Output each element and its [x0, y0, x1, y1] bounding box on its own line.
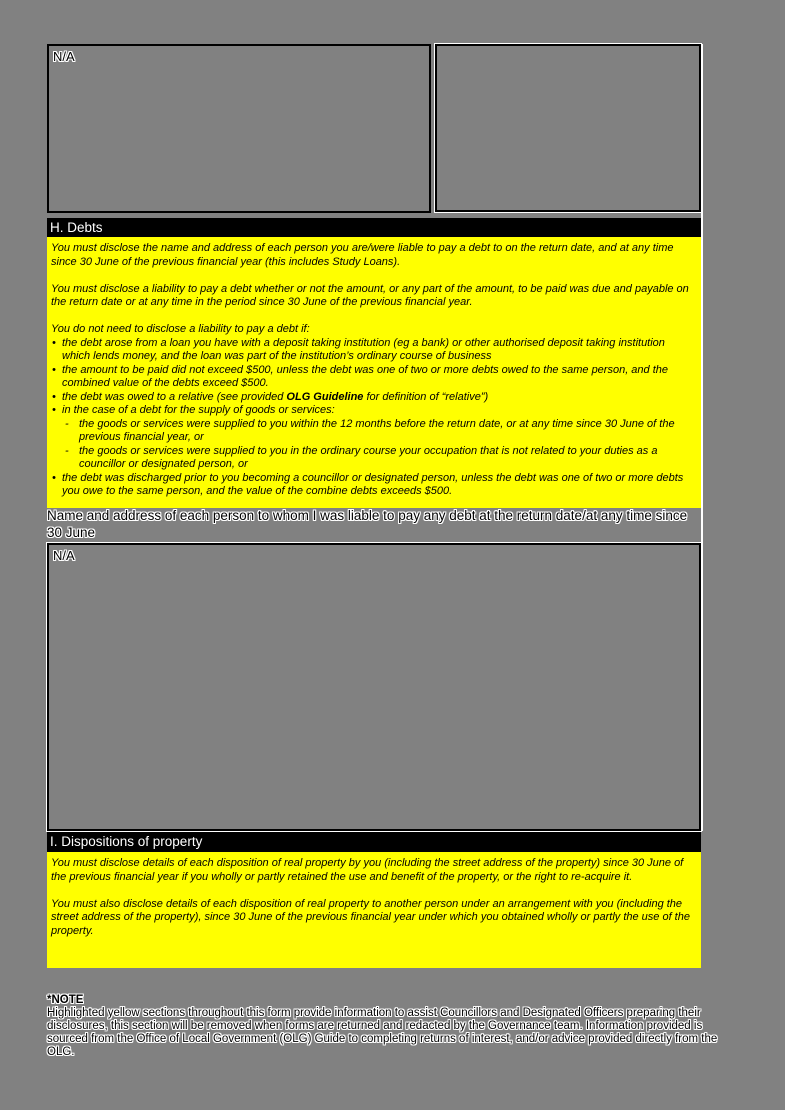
- debts-paragraph: You do not need to disclose a liability to pay a debt if:: [51, 323, 310, 335]
- debts-sub-bullet-item: [51, 445, 696, 472]
- debts-answer-value: N/A: [53, 548, 75, 563]
- previous-section-side-box[interactable]: [435, 44, 701, 212]
- footer-note-text: Highlighted yellow sections throughout this form provide information to assist Councillors and Designated Officers preparing their disclosures, this section will be removed when forms are returned and redacted by the Governance team. Information provided is sourced from the Office of Local Government (OLG) Guide to completing returns of interest, and/or advice provided directly from the OLG.: [47, 1007, 718, 1058]
- dispositions-instructions: [47, 852, 701, 968]
- previous-section-answer-box[interactable]: [47, 44, 431, 213]
- section-header-debts: [47, 218, 701, 237]
- debts-paragraph: You must disclose a liability to pay a debt whether or not the amount, or any part of the amount, to be paid was due and payable on the return date or at any time in the period since 30 June of the previous financial year.: [51, 282, 689, 308]
- debts-instructions: [47, 237, 701, 508]
- section-header-debts-title: H. Debts: [50, 220, 103, 235]
- debts-bullet-item: [51, 364, 696, 391]
- dispositions-paragraph: You must also disclose details of each disposition of real property to another person under an arrangement with you (including the street address of the property), since 30 June of the previous financial year under which you obtained wholly or partly the use of the property.: [51, 897, 690, 937]
- debts-bullet-text: the debt was discharged prior to you becoming a councillor or designated person, unless the debt was one of two or more debts you owe to the same person, and the value of the combine debts exceeds $500.: [62, 471, 684, 497]
- bullet-icon: •: [52, 390, 56, 403]
- debts-answer-box[interactable]: [47, 543, 701, 831]
- debts-bullet-text: the amount to be paid did not exceed $500, unless the debt was one of two or more debts owed to the same person, and the combined value of the debts exceed $500.: [62, 363, 669, 389]
- debts-bullet-item: [51, 472, 696, 499]
- section-header-dispositions-title: I. Dispositions of property: [50, 834, 203, 849]
- dispositions-paragraph: You must disclose details of each disposition of real property by you (including the street address of the property) since 30 June of the previous financial year if you wholly or partly retained the use and benefit of the property, or the right to re-acquire it.: [51, 857, 684, 883]
- bullet-icon: •: [52, 471, 56, 484]
- dash-icon: -: [65, 417, 69, 430]
- bullet-icon: •: [52, 404, 56, 416]
- debts-sub-bullet-text: the goods or services were supplied to you in the ordinary course your occupation that is not related to your duties as a councillor or designated person, or: [79, 444, 658, 470]
- right-edge-divider: [701, 44, 703, 831]
- debts-bullet-text: the debt arose from a loan you have with a deposit taking institution (eg a bank) or other authorised deposit taking institution which lends money, and the loan was part of the institution’s ordinary course of business: [62, 336, 665, 362]
- previous-section-answer-value: N/A: [53, 49, 75, 64]
- debts-paragraph: You must disclose the name and address of each person you are/were liable to pay a debt to on the return date, and at any time since 30 June of the previous financial year (this includes Study Loans).: [51, 242, 674, 268]
- footer-note-label: *NOTE: [47, 994, 84, 1006]
- debts-bullet-item: [51, 337, 696, 364]
- debts-bullet-text: for definition of “relative”): [363, 390, 489, 403]
- footer-note: [47, 994, 743, 1059]
- section-header-dispositions: [47, 832, 701, 852]
- debts-bullet-text: in the case of a debt for the supply of goods or services:: [62, 404, 335, 416]
- debts-field-label: Name and address of each person to whom I was liable to pay any debt at the return date/at any time since 30 June: [47, 508, 688, 540]
- bullet-icon: •: [52, 363, 56, 376]
- debts-bullet-item: [51, 391, 696, 405]
- bullet-icon: •: [52, 336, 56, 349]
- debts-bullet-text: the debt was owed to a relative (see provided: [62, 390, 287, 403]
- debts-bullet-item: [51, 404, 696, 418]
- olg-guideline-reference: OLG Guideline: [286, 390, 364, 403]
- debts-sub-bullet-item: [51, 418, 696, 445]
- dash-icon: -: [65, 444, 69, 457]
- debts-sub-bullet-text: the goods or services were supplied to you within the 12 months before the return date, or at any time since 30 June of the previous financial year, or: [79, 417, 675, 443]
